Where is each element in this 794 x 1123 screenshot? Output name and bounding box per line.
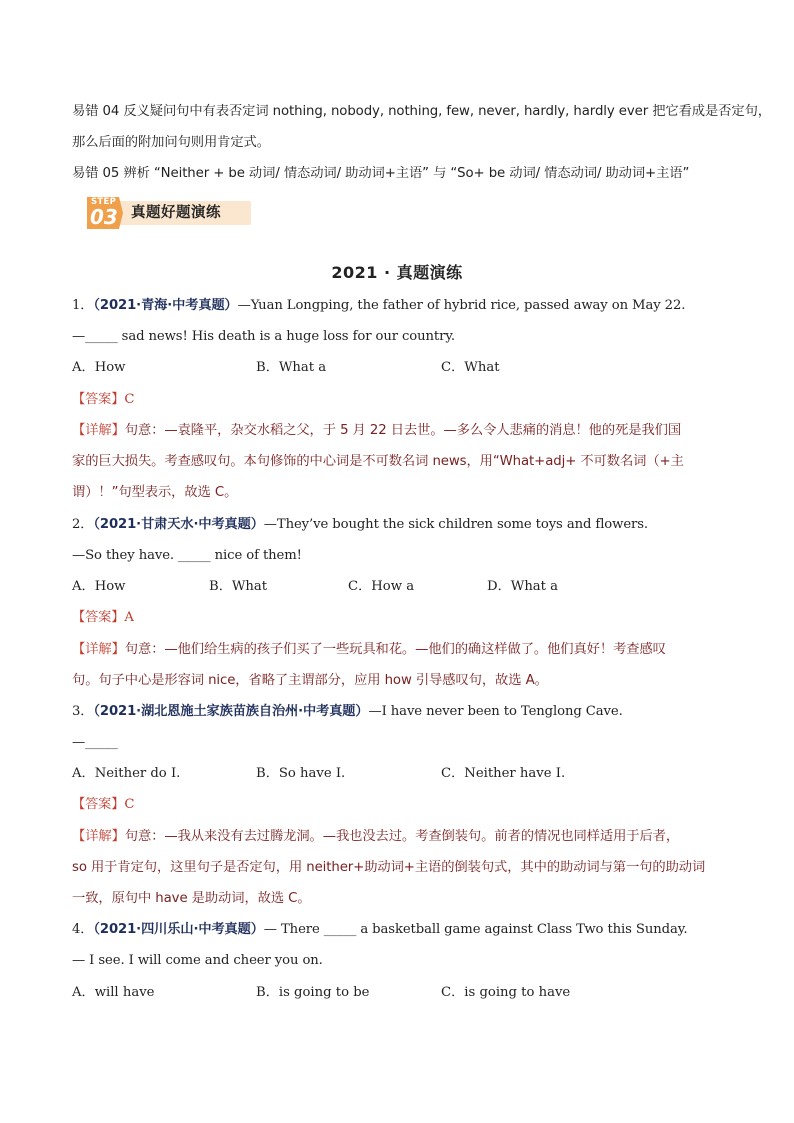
question-number: 3．	[72, 704, 94, 719]
question-source: （2021·青海·中考真题）	[93, 298, 238, 313]
q1-answer	[72, 390, 134, 410]
question-3-header	[72, 702, 623, 722]
q3-detail-2: so 用于肯定句，这里句子是否定句，用 neither+助动词+主语的倒装句式，其中的助动词与第一句的助动词	[72, 860, 706, 875]
question-number: 1．	[72, 298, 94, 313]
question-stem: —I have never been to Tenglong Cave.	[368, 704, 623, 719]
answer-value: C	[124, 797, 135, 812]
question-source: （2021·湖北恩施土家族苗族自治州·中考真题）	[93, 704, 369, 719]
question-4-header	[72, 920, 687, 940]
question-3-stem2: —_____	[72, 735, 118, 750]
q1-detail-3: 谓）！”句型表示，故选 C。	[72, 485, 238, 500]
detail-text: 句意：—他们给生病的孩子们买了一些玩具和花。—他们的确这样做了。他们真好！考查感叹	[124, 642, 666, 657]
answer-value: A	[124, 610, 134, 625]
question-source: （2021·四川乐山·中考真题）	[93, 922, 264, 937]
step-label: STEP	[91, 197, 117, 207]
question-2-stem2: —So they have. _____ nice of them!	[72, 548, 302, 563]
q2-detail-1	[72, 640, 666, 660]
question-stem: —Yuan Longping, the father of hybrid rice, passed away on May 22.	[237, 298, 686, 313]
answer-label: 【答案】	[72, 797, 125, 812]
q2-answer	[72, 608, 134, 628]
question-stem: — There _____ a basketball game against Class Two this Sunday.	[263, 922, 688, 937]
q2-detail-2: 句。句子中心是形容词 nice，省略了主谓部分，应用 how 引导感叹句，故选 A。	[72, 673, 548, 688]
section-title: 2021 · 真题演练	[331, 263, 463, 282]
question-number: 4．	[72, 922, 94, 937]
detail-label: 【详解】	[72, 423, 125, 438]
question-2-header	[72, 515, 648, 535]
banner-title: 真题好题演练	[131, 205, 221, 221]
q1-detail-1	[72, 421, 681, 441]
detail-label: 【详解】	[72, 642, 125, 657]
answer-label: 【答案】	[72, 610, 125, 625]
q2-option-a: A．How	[72, 579, 126, 594]
q2-option-b: B．What	[209, 579, 268, 594]
q4-option-b: B．is going to be	[256, 985, 370, 1000]
q2-option-c: C．How a	[348, 579, 415, 594]
answer-label: 【答案】	[72, 392, 125, 407]
q3-answer	[72, 795, 134, 815]
question-4-stem2: — I see. I will come and cheer you on.	[72, 953, 323, 968]
q3-option-a: A．Neither do I.	[72, 766, 181, 781]
answer-value: C	[124, 392, 135, 407]
question-1-header	[72, 296, 685, 316]
step-number: 03	[90, 205, 118, 229]
detail-text: 句意：—我从来没有去过腾龙洞。—我也没去过。考查倒装句。前者的情况也同样适用于后者，	[124, 829, 680, 844]
question-source: （2021·甘肃天水·中考真题）	[93, 517, 264, 532]
detail-text: 句意：—袁隆平，杂交水稻之父，于 5 月 22 日去世。—多么令人悲痛的消息！他的死是我们国	[124, 423, 682, 438]
q3-detail-3: 一致，原句中 have 是助动词，故选 C。	[72, 891, 311, 906]
question-1-stem2: —_____ sad news! His death is a huge loss for our country.	[72, 329, 456, 344]
intro-line-3: 易错 05 辨析 “Neither + be 动词/ 情态动词/ 助动词+主语” 与 “So+ be 动词/ 情态动词/ 助动词+主语”	[72, 166, 690, 181]
q4-option-a: A．will have	[72, 985, 155, 1000]
q1-detail-2: 家的巨大损失。考查感叹句。本句修饰的中心词是不可数名词 news，用“What+adj+ 不可数名词（+主	[72, 454, 684, 469]
question-stem: —They’ve bought the sick children some toys and flowers.	[263, 517, 649, 532]
step-banner	[85, 198, 251, 228]
intro-line-2: 那么后面的附加问句则用肯定式。	[72, 135, 270, 150]
q2-option-d: D．What a	[487, 579, 559, 594]
q1-option-b: B．What a	[256, 360, 327, 375]
question-number: 2．	[72, 517, 94, 532]
q3-option-c: C．Neither have I.	[441, 766, 566, 781]
detail-label: 【详解】	[72, 829, 125, 844]
intro-line-1: 易错 04 反义疑问句中有表否定词 nothing, nobody, nothing, few, never, hardly, hardly ever 把它看成是否定句，	[72, 104, 771, 119]
q1-option-c: C．What	[441, 360, 500, 375]
q1-option-a: A．How	[72, 360, 126, 375]
q3-detail-1	[72, 827, 679, 847]
q3-option-b: B．So have I.	[256, 766, 346, 781]
q4-option-c: C．is going to have	[441, 985, 571, 1000]
